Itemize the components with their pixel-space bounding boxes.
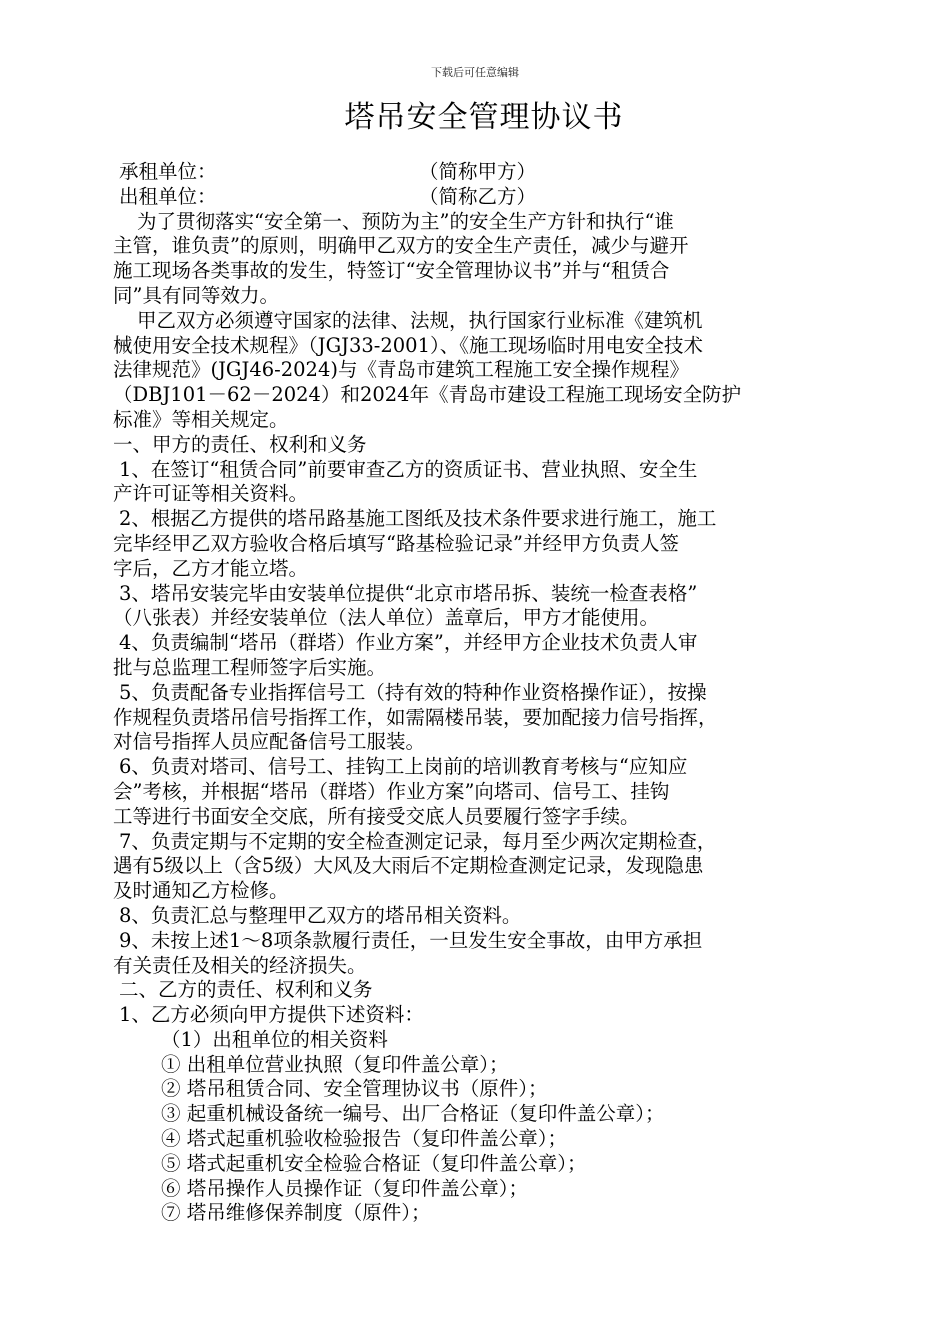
laws-line: （DBJ101－62－2024）和2024年《青岛市建设工程施工现场安全防护 <box>113 383 742 407</box>
section1-item-line: 作规程负责塔吊信号指挥工作，如需隔楼吊装，要加配接力信号指挥， <box>113 705 718 729</box>
section1-item-line: 对信号指挥人员应配备信号工服装。 <box>113 730 426 754</box>
section1-item-line: 2、根据乙方提供的塔吊路基施工图纸及技术条件要求进行施工，施工 <box>119 507 717 531</box>
document-body <box>113 160 858 1226</box>
lessor-label: 出租单位： <box>119 184 217 208</box>
intro-line: 施工现场各类事故的发生，特签订“安全管理协议书”并与“租赁合 <box>113 259 670 283</box>
section1-item-line: （八张表）并经安装单位（法人单位）盖章后，甲方才能使用。 <box>113 606 660 630</box>
section2-doc-item: ① 出租单位营业执照（复印件盖公章）； <box>161 1052 509 1076</box>
laws-line: 法律规范》(JGJ46-2024)与《青岛市建筑工程施工安全操作规程》 <box>113 358 689 382</box>
section2-doc-item: ⑦ 塔吊维修保养制度（原件）； <box>161 1201 431 1225</box>
section2-doc-item: ⑤ 塔式起重机安全检验合格证（复印件盖公章）； <box>161 1151 587 1175</box>
section2-sub-heading: （1）出租单位的相关资料 <box>161 1027 388 1051</box>
section1-item-line: 会”考核，并根据“塔吊（群塔）作业方案”向塔司、信号工、挂钩 <box>113 779 670 803</box>
lessee-alias: （简称甲方） <box>419 160 537 183</box>
section1-item-line: 字后，乙方才能立塔。 <box>113 556 309 580</box>
section1-item-line: 1、在签订“租赁合同”前要审查乙方的资质证书、营业执照、安全生 <box>119 457 698 481</box>
section1-item-line: 3、塔吊安装完毕由安装单位提供“北京市塔吊拆、装统一检查表格” <box>119 581 698 605</box>
section1-item-line: 有关责任及相关的经济损失。 <box>113 953 367 977</box>
section1-item-line: 6、负责对塔司、信号工、挂钩工上岗前的培训教育考核与“应知应 <box>119 755 688 779</box>
section1-item-line: 产许可证等相关资料。 <box>113 482 309 506</box>
laws-line: 标准》等相关规定。 <box>113 407 289 431</box>
intro-line: 主管，谁负责”的原则，明确甲乙双方的安全生产责任，减少与避开 <box>113 234 689 258</box>
section2-doc-item: ④ 塔式起重机验收检验报告（复印件盖公章）； <box>161 1127 567 1151</box>
section1-heading: 一、甲方的责任、权利和义务 <box>113 432 367 456</box>
intro-line: 同”具有同等效力。 <box>113 283 279 307</box>
section1-item-line: 7、负责定期与不定期的安全检查测定记录，每月至少两次定期检查， <box>119 829 717 853</box>
lessor-line <box>113 185 858 210</box>
section1-item-line: 批与总监理工程师签字后实施。 <box>113 655 387 679</box>
section1-item-line: 9、未按上述1～8项条款履行责任，一旦发生安全事故，由甲方承担 <box>119 928 703 952</box>
intro-line: 为了贯彻落实“安全第一、预防为主”的安全生产方针和执行“谁 <box>137 209 674 233</box>
section1-item-line: 4、负责编制“塔吊（群塔）作业方案”，并经甲方企业技术负责人审 <box>119 631 698 655</box>
section1-item-line: 8、负责汇总与整理甲乙双方的塔吊相关资料。 <box>119 903 522 927</box>
lessee-label: 承租单位： <box>119 160 217 183</box>
section1-item-line: 5、负责配备专业指挥信号工（持有效的特种作业资格操作证），按操 <box>119 680 707 704</box>
section2-doc-item: ③ 起重机械设备统一编号、出厂合格证（复印件盖公章）； <box>161 1102 665 1126</box>
lessor-alias: （简称乙方） <box>419 184 537 208</box>
section1-item-line: 工等进行书面安全交底，所有接受交底人员要履行签字手续。 <box>113 804 640 828</box>
laws-line: 械使用安全技术规程》（JGJ33-2001）、《施工现场临时用电安全技术 <box>113 333 703 357</box>
page-title: 塔吊安全管理协议书 <box>344 100 624 135</box>
section1-item-line: 遇有5级以上（含5级）大风及大雨后不定期检查测定记录，发现隐患 <box>113 854 704 878</box>
watermark-text: 下载后可任意编辑 <box>431 66 519 79</box>
section2-doc-item: ② 塔吊租赁合同、安全管理协议书（原件）； <box>161 1077 548 1101</box>
laws-line: 甲乙双方必须遵守国家的法律、法规，执行国家行业标准《建筑机 <box>137 308 703 332</box>
section2-heading: 二、乙方的责任、权利和义务 <box>119 978 373 1002</box>
lessee-line <box>113 160 858 185</box>
section2-doc-item: ⑥ 塔吊操作人员操作证（复印件盖公章）； <box>161 1176 528 1200</box>
section1-item-line: 及时通知乙方检修。 <box>113 879 289 903</box>
section2-item: 1、乙方必须向甲方提供下述资料： <box>119 1003 424 1027</box>
section1-item-line: 完毕经甲乙双方验收合格后填写“路基检验记录”并经甲方负责人签 <box>113 531 679 555</box>
